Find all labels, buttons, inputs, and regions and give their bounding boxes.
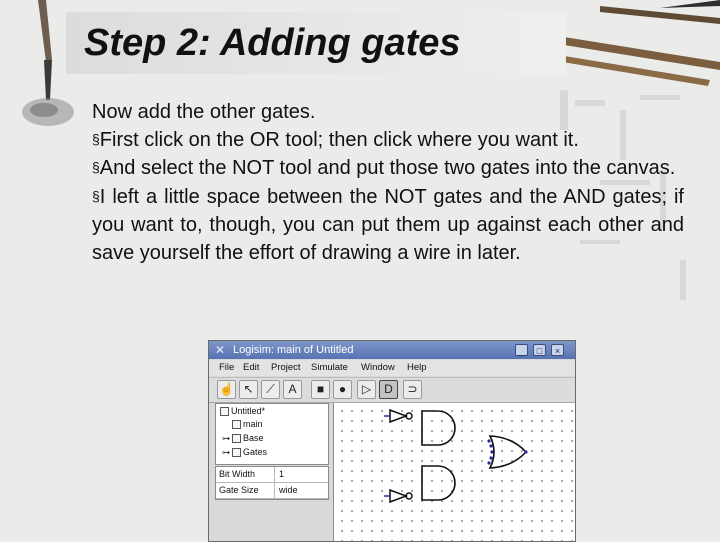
menu-bar xyxy=(209,360,575,376)
attribute-name: Bit Width xyxy=(219,469,256,479)
project-icon xyxy=(220,407,229,416)
bullet-marker: § xyxy=(92,130,100,147)
tree-item-project[interactable] xyxy=(220,406,265,417)
text-icon[interactable]: A xyxy=(283,380,302,399)
window-titlebar[interactable] xyxy=(209,341,575,359)
window-title: Logisim: main of Untitled xyxy=(233,344,354,356)
attribute-row[interactable] xyxy=(216,483,328,499)
not-gate[interactable] xyxy=(384,490,412,502)
select-arrow-icon[interactable]: ↖ xyxy=(239,380,258,399)
library-icon xyxy=(232,448,241,457)
and-gate-icon[interactable]: D xyxy=(379,380,398,399)
expand-icon: ⊶ xyxy=(222,448,230,457)
slide-title: Step 2: Adding gates xyxy=(84,22,461,64)
not-gate-icon[interactable]: ▷ xyxy=(357,380,376,399)
bullet-item xyxy=(92,127,684,156)
not-gate[interactable] xyxy=(384,410,412,422)
expand-icon: ⊶ xyxy=(222,434,230,443)
or-gate-icon[interactable]: ⊃ xyxy=(403,380,422,399)
menu-file[interactable]: File xyxy=(219,362,235,373)
tree-label: Base xyxy=(243,433,264,443)
tree-label: Untitled* xyxy=(231,406,266,416)
pin-input-icon[interactable]: ■ xyxy=(311,380,330,399)
circuit-icon xyxy=(232,420,241,429)
circuit-canvas[interactable] xyxy=(333,403,576,541)
close-button[interactable]: × xyxy=(551,344,564,356)
bullet-marker: § xyxy=(92,187,100,204)
and-gate[interactable] xyxy=(422,466,455,500)
poke-hand-icon[interactable]: ☝ xyxy=(217,380,236,399)
bullet-item xyxy=(92,184,684,268)
menu-window[interactable]: Window xyxy=(361,362,395,373)
bullet-item xyxy=(92,155,684,184)
toolbar xyxy=(209,377,575,403)
minimize-button[interactable]: _ xyxy=(515,344,528,356)
tree-label: Gates xyxy=(243,447,268,457)
bullet-text: And select the NOT tool and put those two gates into the canvas. xyxy=(99,157,676,179)
bullet-marker: § xyxy=(92,159,100,175)
pin-output-icon[interactable]: ● xyxy=(333,380,352,399)
attribute-row[interactable] xyxy=(216,467,328,483)
explorer-pane xyxy=(215,403,329,465)
and-gate[interactable] xyxy=(422,411,455,445)
tree-item-base[interactable] xyxy=(222,433,264,444)
intro-line: Now add the other gates. xyxy=(92,101,316,123)
menu-edit[interactable]: Edit xyxy=(243,362,260,373)
tree-item-gates[interactable] xyxy=(222,447,267,458)
bullet-text: First click on the OR tool; then click where you want it. xyxy=(99,128,579,151)
menu-simulate[interactable]: Simulate xyxy=(311,362,348,373)
app-icon: ✕ xyxy=(215,343,226,357)
maximize-button[interactable]: □ xyxy=(533,344,546,356)
wire-icon[interactable]: ⟋ xyxy=(261,380,280,399)
attribute-value[interactable]: 1 xyxy=(274,467,327,482)
slide-body xyxy=(92,99,684,267)
or-gate[interactable] xyxy=(487,436,527,468)
library-icon xyxy=(232,434,241,443)
bullet-text: I left a little space between the NOT gates and the AND gates; if you want to, though, you can put them up against each other and save yourself the effort of drawing a wire in later. xyxy=(92,185,684,264)
logisim-window xyxy=(208,340,576,542)
menu-project[interactable]: Project xyxy=(271,362,301,373)
tree-item-main[interactable] xyxy=(232,419,263,430)
menu-help[interactable]: Help xyxy=(407,362,427,373)
attribute-value[interactable]: wide xyxy=(274,483,327,498)
attribute-name: Gate Size xyxy=(219,485,259,495)
tree-label: main xyxy=(243,419,263,429)
attribute-table xyxy=(215,466,329,500)
